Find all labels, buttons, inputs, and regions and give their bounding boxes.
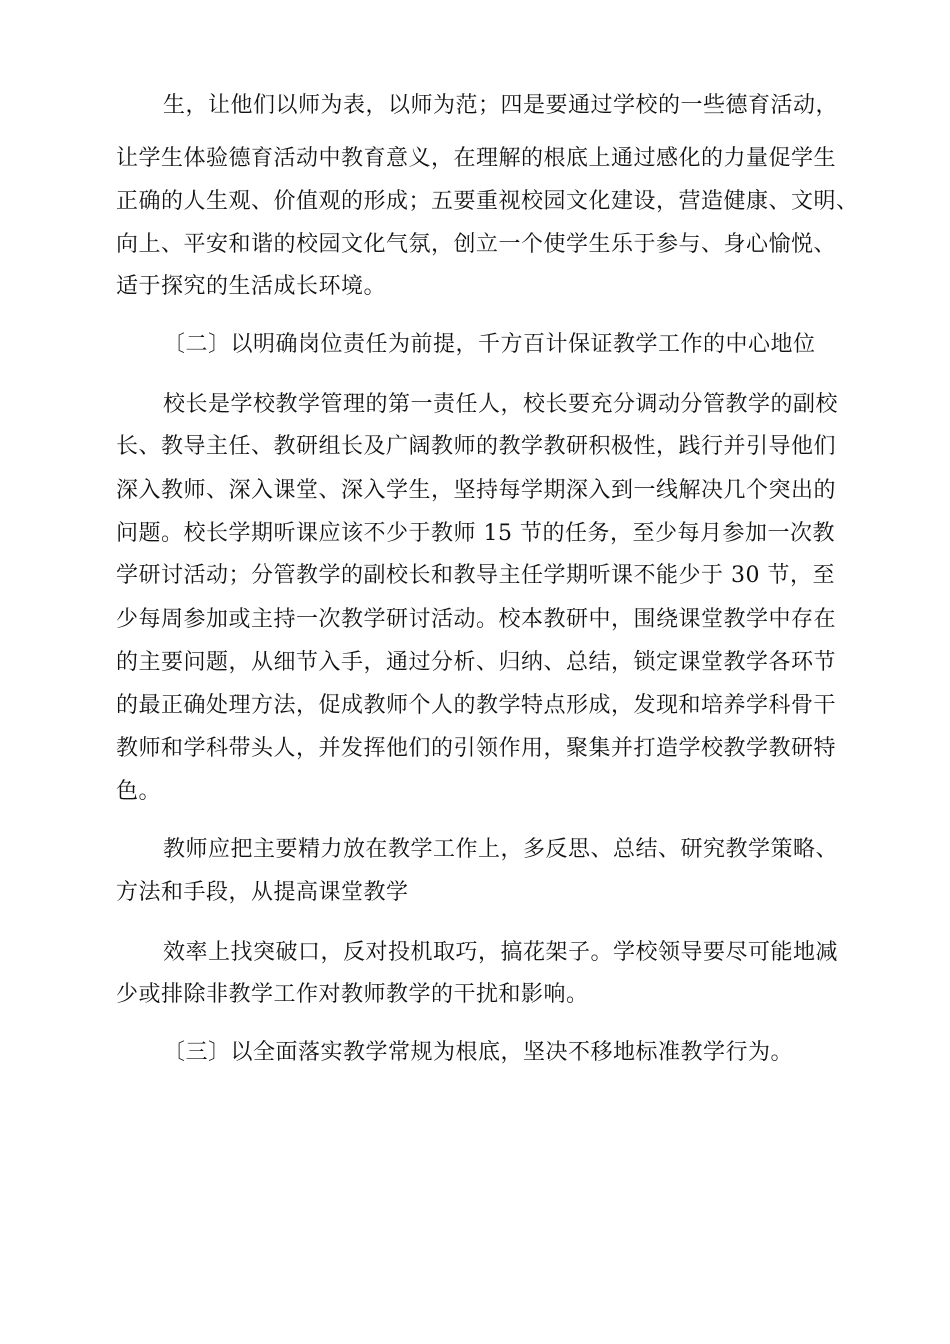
paragraph-4-line-2: 方法和手段，从提高课堂教学 bbox=[116, 880, 409, 905]
paragraph-3-line-3: 深入教师、深入课堂、深入学生，坚持每学期深入到一线解决几个突出的 bbox=[116, 478, 837, 503]
paragraph-3-line-2: 长、教导主任、教研组长及广阔教师的教学教研积极性，践行并引导他们 bbox=[116, 434, 837, 459]
paragraph-3-line-10: 色。 bbox=[116, 779, 162, 804]
paragraph-3-line-7: 的主要问题，从细节入手，通过分析、归纳、总结，锁定课堂教学各环节 bbox=[116, 650, 837, 675]
paragraph-1-line-3: 正确的人生观、价值观的形成；五要重视校园文化建设，营造健康、文明、 bbox=[116, 189, 859, 214]
paragraph-1-line-1: 生，让他们以师为表，以师为范；四是要通过学校的一些德育活动， bbox=[163, 93, 839, 118]
paragraph-4-line-1: 教师应把主要精力放在教学工作上，多反思、总结、研究教学策略、 bbox=[163, 837, 839, 862]
section-heading-3: 〔三〕以全面落实教学常规为根底，坚决不移地标准教学行为。 bbox=[163, 1040, 794, 1065]
paragraph-3-line-8: 的最正确处理方法，促成教师个人的教学特点形成，发现和培养学科骨干 bbox=[116, 693, 837, 718]
paragraph-1-line-4: 向上、平安和谐的校园文化气氛，创立一个使学生乐于参与、身心愉悦、 bbox=[116, 232, 837, 257]
paragraph-3-line-6: 少每周参加或主持一次教学研讨活动。校本教研中，围绕课堂教学中存在 bbox=[116, 607, 837, 632]
paragraph-3-line-4: 问题。校长学期听课应该不少于教师 15 节的任务，至少每月参加一次教 bbox=[116, 521, 835, 546]
paragraph-3-line-1: 校长是学校教学管理的第一责任人，校长要充分调动分管教学的副校 bbox=[163, 392, 839, 417]
paragraph-3-line-5: 学研讨活动；分管教学的副校长和教导主任学期听课不能少于 30 节，至 bbox=[116, 563, 835, 588]
paragraph-3-line-9: 教师和学科带头人，并发挥他们的引领作用，聚集并打造学校教学教研特 bbox=[116, 736, 837, 761]
paragraph-1-line-5: 适于探究的生活成长环境。 bbox=[116, 274, 387, 299]
section-heading-2: 〔二〕以明确岗位责任为前提，千方百计保证教学工作的中心地位 bbox=[163, 332, 816, 357]
paragraph-5-line-2: 少或排除非教学工作对教师教学的干扰和影响。 bbox=[116, 982, 589, 1007]
paragraph-5-line-1: 效率上找突破口，反对投机取巧，搞花架子。学校领导要尽可能地减 bbox=[163, 940, 839, 965]
paragraph-1-line-2: 让学生体验德育活动中教育意义，在理解的根底上通过感化的力量促学生 bbox=[116, 146, 837, 171]
